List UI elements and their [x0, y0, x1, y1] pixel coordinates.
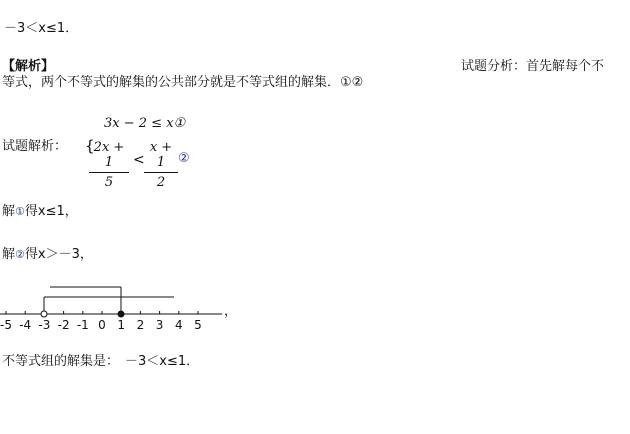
open-point — [41, 311, 47, 317]
conclusion-label: 不等式组的解集是： — [2, 354, 120, 369]
tick-label: 4 — [174, 318, 183, 332]
tick-label: 0 — [98, 318, 106, 332]
step-2-post: 得x＞－3， — [24, 247, 93, 262]
tick-label: 3 — [155, 318, 164, 332]
fraction-right — [144, 140, 178, 190]
closed-point — [118, 311, 124, 317]
fraction-left-numerator: 2x + 1 — [93, 140, 125, 170]
solution-label: 试题解析： — [2, 139, 68, 154]
conclusion — [2, 355, 199, 368]
analysis-hint-text: 等式，两个不等式的解集的公共部分就是不等式组的解集．①② — [2, 75, 364, 90]
step-2-pre: 解 — [2, 247, 16, 262]
step-1-pre: 解 — [2, 204, 16, 219]
fraction-left-bar — [89, 172, 129, 173]
analysis-hint-label — [461, 60, 604, 73]
tick-label: -2 — [57, 318, 70, 332]
conclusion-value: －3＜x≤1． — [125, 354, 200, 369]
tick-label: 5 — [194, 318, 202, 332]
hint-text-1: 首先解每个不 — [526, 59, 605, 74]
fraction-left-denominator: 5 — [104, 175, 114, 190]
step-1 — [2, 205, 78, 218]
tick-label: -3 — [38, 318, 51, 332]
tick-label: -4 — [19, 318, 32, 332]
fraction-right-bar — [144, 172, 178, 173]
inequality-2-mark: ② — [178, 151, 190, 166]
analysis-heading: 【解析】 — [2, 59, 55, 74]
inequality-2-operator: < — [133, 152, 145, 168]
hint-label: 试题分析： — [461, 59, 527, 74]
fraction-left — [89, 140, 129, 190]
tick-label: 1 — [117, 318, 126, 332]
step-2 — [2, 248, 93, 261]
fraction-right-numerator: x + 1 — [149, 140, 173, 170]
number-line-trailing: ， — [224, 304, 238, 319]
answer-line: －3＜x≤1． — [4, 21, 79, 36]
tick-label: 2 — [136, 318, 145, 332]
brace: { — [85, 137, 95, 155]
tick-label: -1 — [76, 318, 89, 332]
step-2-mark: ② — [15, 248, 25, 261]
step-1-mark: ① — [15, 205, 25, 218]
inequality-1-text: 3x − 2 ≤ x① — [104, 116, 186, 131]
tick-label: -5 — [0, 318, 12, 332]
fraction-right-denominator: 2 — [156, 175, 166, 190]
number-line — [0, 280, 630, 340]
inequality-1 — [104, 117, 185, 130]
step-1-post: 得x≤1， — [24, 204, 78, 219]
